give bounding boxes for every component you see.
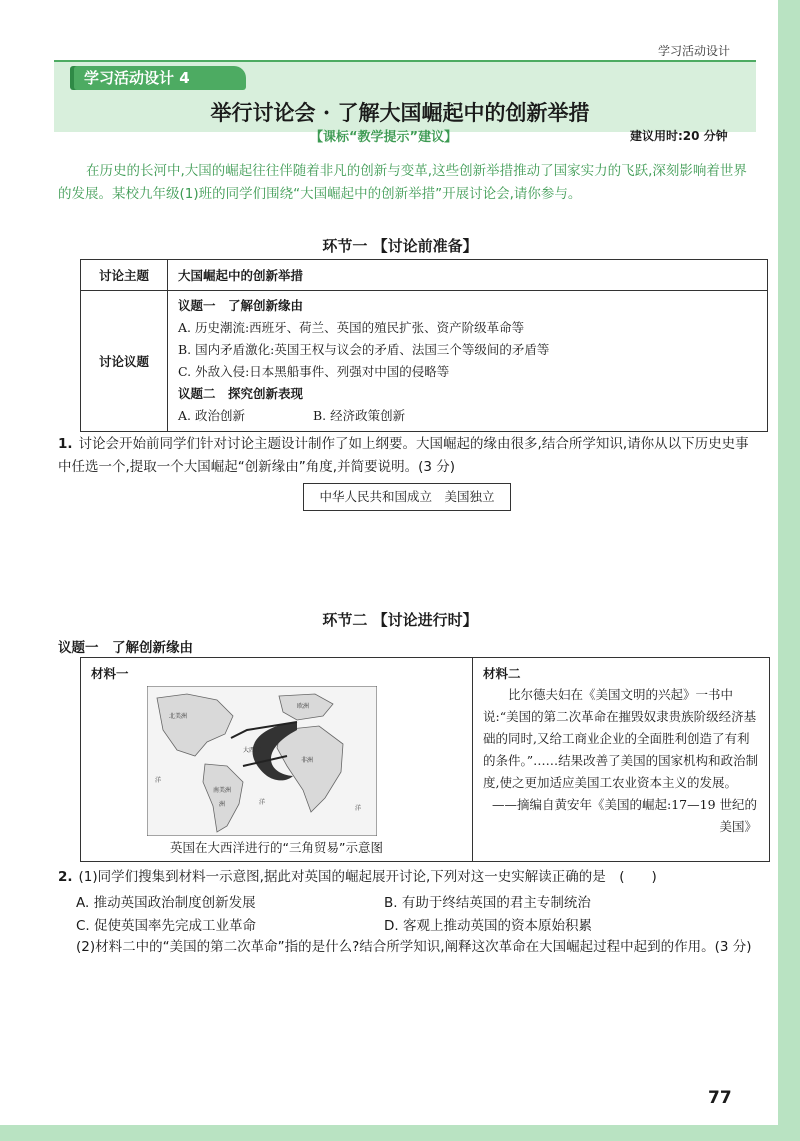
topic1-title: 议题一 了解创新缘由 xyxy=(178,298,304,313)
table-row xyxy=(81,291,768,432)
table-label-topics: 讨论议题 xyxy=(81,291,168,432)
section-tab: 学习活动设计 4 xyxy=(74,66,246,90)
materials-box xyxy=(80,657,770,862)
map-label: 洲 xyxy=(219,801,226,808)
topic1-option-b: B. 国内矛盾激化:英国王权与议会的矛盾、法国三个等级间的矛盾等 xyxy=(178,342,550,357)
map-label: 洋 xyxy=(355,805,362,812)
map-label: 大西洋 xyxy=(243,747,262,754)
map-label: 非洲 xyxy=(301,757,314,764)
bottom-color-band xyxy=(0,1125,800,1141)
materials-divider xyxy=(472,658,473,861)
map-label: 洋 xyxy=(259,799,266,806)
side-color-band xyxy=(778,0,800,1141)
question-2-option-a: A. 推动英国政治制度创新发展 xyxy=(76,895,256,911)
question-1-choices-box: 中华人民共和国成立 美国独立 xyxy=(303,483,511,511)
question-2-option-b: B. 有助于终结英国的君主专制统治 xyxy=(384,895,591,911)
question-2-option-c: C. 促使英国率先完成工业革命 xyxy=(76,918,257,934)
table-value-theme: 大国崛起中的创新举措 xyxy=(168,260,768,291)
stage1-heading: 环节一 【讨论前准备】 xyxy=(322,237,478,255)
map-label: 洋 xyxy=(155,777,162,784)
material2-source: ——摘编自黄安年《美国的崛起:17—19 世纪的美国》 xyxy=(492,797,757,834)
question-2-part1 xyxy=(58,866,758,889)
table-topics-cell xyxy=(168,291,768,432)
topic2-options xyxy=(178,405,757,427)
map-label: 南美洲 xyxy=(213,787,232,794)
suggested-time: 建议用时:20 分钟 xyxy=(630,129,728,143)
page-number: 77 xyxy=(708,1088,732,1108)
map-label: 北美洲 xyxy=(169,713,188,720)
stage2-topic: 议题一 了解创新缘由 xyxy=(58,640,193,656)
question-2-part2: (2)材料二中的“美国的第二次革命”指的是什么?结合所学知识,阐释这次革命在大国崛起过程中起到的作用。(3 分) xyxy=(76,939,752,955)
material2-title: 材料二 xyxy=(483,666,521,681)
map-label: 欧洲 xyxy=(297,703,310,710)
question-2-part1-text: (1)同学们搜集到材料一示意图,据此对英国的崛起展开讨论,下列对这一史实解读正确的是 ( ) xyxy=(78,869,657,885)
intro-paragraph: 在历史的长河中,大国的崛起往往伴随着非凡的创新与变革,这些创新举措推动了国家实力的飞跃,深刻影响着世界的发展。某校九年级(1)班的同学们围绕“大国崛起中的创新举措”开展讨论会,请你参与。 xyxy=(58,163,747,202)
topic2-option-b: B. 经济政策创新 xyxy=(312,408,406,423)
topic1-option-c: C. 外敌入侵:日本黑船事件、列强对中国的侵略等 xyxy=(178,364,450,379)
table-row xyxy=(81,260,768,291)
discussion-outline-table xyxy=(80,259,768,432)
topic1-option-a: A. 历史潮流:西班牙、荷兰、英国的殖民扩张、资产阶级革命等 xyxy=(178,320,525,335)
question-1 xyxy=(58,433,758,479)
table-label-theme: 讨论主题 xyxy=(81,260,168,291)
question-1-number: 1. xyxy=(58,436,73,452)
header-rule xyxy=(54,60,756,62)
question-2-number: 2. xyxy=(58,869,73,885)
material1-title: 材料一 xyxy=(91,666,129,681)
running-head: 学习活动设计 xyxy=(658,44,731,58)
triangle-trade-map xyxy=(147,686,377,836)
question-2-option-d: D. 客观上推动英国的资本原始积累 xyxy=(384,918,592,934)
material2-text: 比尔德夫妇在《美国文明的兴起》一书中说:“美国的第二次革命在摧毁奴隶贵族阶级经济基础的同时,又给工商业企业的全面胜利创造了有利的条件。”……结果改善了美国的国家机构和政治制度,使之更加适应美国工农业资本主义的发展。 xyxy=(483,687,759,790)
topic2-title: 议题二 探究创新表现 xyxy=(178,386,304,401)
curriculum-subtitle: 【课标“教学提示”建议】 xyxy=(310,130,458,145)
map-caption: 英国在大西洋进行的“三角贸易”示意图 xyxy=(170,840,383,855)
page-title: 举行讨论会 · 了解大国崛起中的创新举措 xyxy=(210,100,590,125)
topic2-option-a: A. 政治创新 xyxy=(178,408,245,423)
question-1-text: 讨论会开始前同学们针对讨论主题设计制作了如上纲要。大国崛起的缘由很多,结合所学知识,请你从以下历史史事中任选一个,提取一个大国崛起“创新缘由”角度,并简要说明。(3 分) xyxy=(58,436,749,475)
stage2-heading: 环节二 【讨论进行时】 xyxy=(322,611,478,629)
